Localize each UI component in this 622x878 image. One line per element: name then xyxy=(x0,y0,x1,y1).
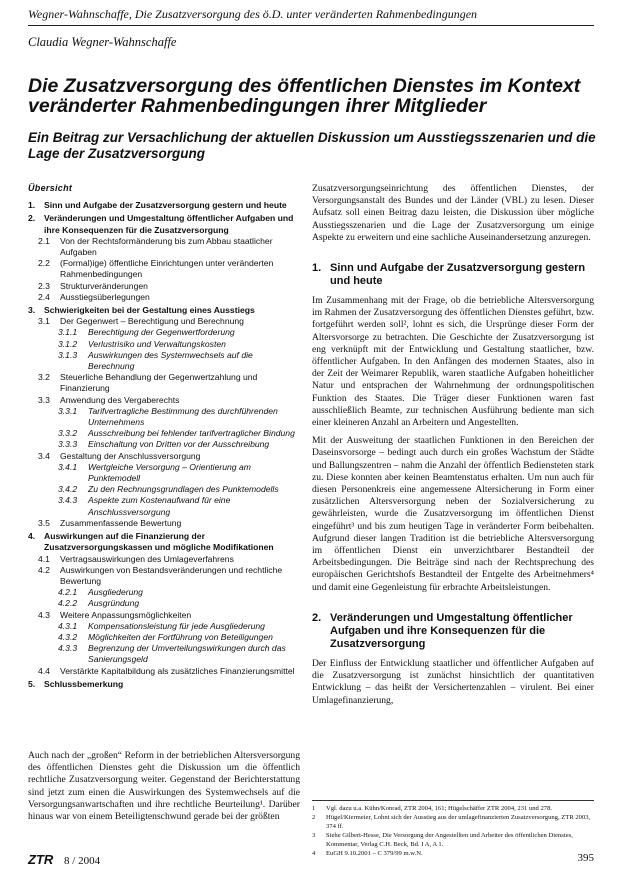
toc-item-number: 3.3.1 xyxy=(58,405,78,416)
toc-item xyxy=(28,292,300,303)
toc-list xyxy=(28,200,300,690)
toc-item xyxy=(28,406,300,428)
toc-item-number: 3.3 xyxy=(38,394,50,405)
toc-item xyxy=(28,462,300,484)
toc-item-label: Ausschreibung bei fehlender tarifvertraglicher Bindung xyxy=(88,428,295,439)
footnote-number: 4 xyxy=(312,850,316,858)
toc-item xyxy=(28,451,300,462)
toc-item-number: 3. xyxy=(28,305,36,316)
toc-item-label: Auswirkungen des Systemwechsels auf die Berechnung xyxy=(88,349,253,372)
toc-item-number: 3.4.2 xyxy=(58,484,78,495)
intro-paragraph: Auch nach der „großen“ Reform in der betrieblichen Altersversorgung des öffentlichen Dienstes geht die Diskussion um die öffentlich rechtliche Zusatzversorgung weiter. Gegenstand der Berichterstattung sind jetzt zum einen die Auswirkungen des Systemwechsels auf die Versorgungsanwartschaften und ihre rechtliche Beurteilung¹. Darüber hinaus war von einem Beteiligtenschwund gerade bei der größten xyxy=(28,750,300,823)
toc-item-label: Von der Rechtsformänderung bis zum Abbau staatlicher Aufgaben xyxy=(60,235,273,258)
toc-item-label: Verstärkte Kapitalbildung als zusätzliches Finanzierungsmittel xyxy=(60,665,295,676)
toc-item xyxy=(28,484,300,495)
toc-item-number: 3.4.1 xyxy=(58,461,78,472)
toc-item xyxy=(28,439,300,450)
section-number: 1. xyxy=(312,262,322,275)
footnote xyxy=(312,814,594,831)
toc-item-label: Vertragsauswirkungen des Umlageverfahrens xyxy=(60,553,234,564)
footnote-text: Vgl. dazu u.a. Kühn/Konrad, ZTR 2004, 161; Hügelschäffer ZTR 2004, 231 und 278. xyxy=(326,805,553,812)
toc-item xyxy=(28,610,300,621)
author: Claudia Wegner-Wahnschaffe xyxy=(28,35,177,49)
toc-item xyxy=(28,213,300,235)
toc-item-label: Strukturveränderungen xyxy=(60,280,148,291)
toc-item-label: Auswirkungen auf die Finanzierung der Zusatzversorgungskassen und mögliche Modifikationen xyxy=(44,531,274,553)
toc-item-number: 4.3.1 xyxy=(58,620,78,631)
footnote-text: Hügel/Kiermeier, Lohnt sich der Ausstieg aus der umlagefinanzierten Zusatzversorgung, ZTR 2003, 374 ff. xyxy=(326,814,591,830)
toc-item xyxy=(28,305,300,316)
section-title: Veränderungen und Umgestaltung öffentlicher Aufgaben und ihre Konsequenzen für die Zusatzversorgung xyxy=(330,611,573,650)
toc-item-label: Tarifvertragliche Bestimmung des durchführenden Unternehmens xyxy=(88,405,278,428)
footnote xyxy=(312,850,594,858)
toc-item-number: 2.4 xyxy=(38,291,50,302)
toc-item xyxy=(28,236,300,258)
toc-item xyxy=(28,554,300,565)
toc-item-label: (Formal)ige) öffentliche Einrichtungen unter veränderten Rahmenbedingungen xyxy=(60,258,274,280)
toc-item xyxy=(28,495,300,517)
paragraph: Im Zusammenhang mit der Frage, ob die betriebliche Altersversorgung im Rahmen der Zusatzversorgung des öffentlichen Dienstes geführt, bzw. fortgeführt werden soll², lohnt es sich, die Ursprünge dieser Form der Altersvorsorge zu betrachten. Die Geschichte der Zusatzversorgung ist eng verknüpft mit der Entwicklung und Gestaltung staatlicher, bzw. öffentlicher Aufgaben. In den Anfängen des modernen Staates, also in der Zeit der Weimarer Republik, waren staatliche Aufgaben hoheitlicher Natur und entsprachen der Wahrnehmung der ordnungspolitischen Funktion des Staates. Die Träger dieser Funktionen waren fast ausschließlich Beamte, zur technischen Ausführung bediente man sich einer kleineren Anzahl an Arbeitern und Angestellten. xyxy=(312,295,594,429)
issue-number: 8 / 2004 xyxy=(64,855,101,867)
section-number: 2. xyxy=(312,611,322,624)
footnote-text: EuGH 9.10.2001 – C 379/99 m.w.N. xyxy=(326,850,423,858)
toc-item-label: Der Gegenwert – Berechtigung und Berechnung xyxy=(60,316,244,327)
toc-item-number: 4.2.1 xyxy=(58,587,78,598)
toc-item-number: 4. xyxy=(28,531,36,542)
toc-item xyxy=(28,281,300,292)
toc-item-number: 4.3.2 xyxy=(58,631,78,642)
toc-item-label: Wertgleiche Versorgung – Orientierung am Punktemodell xyxy=(88,461,251,484)
toc-item-label: Schlussbemerkung xyxy=(44,678,124,689)
toc-item-number: 4.2.2 xyxy=(58,598,78,609)
toc-item xyxy=(28,679,300,690)
toc-item-label: Aspekte zum Kostenaufwand für eine Anschlussversorgung xyxy=(88,495,231,517)
toc-item-number: 4.3.3 xyxy=(58,643,78,654)
toc-item-number: 3.1.3 xyxy=(58,349,78,360)
toc-item xyxy=(28,200,300,211)
toc-item-number: 2. xyxy=(28,213,36,224)
toc-item xyxy=(28,372,300,394)
toc-item-label: Zusammenfassende Bewertung xyxy=(60,517,182,528)
toc-item-number: 5. xyxy=(28,678,36,689)
footnote-text: Siehe Gilbert-Hesse, Die Versorgung der Angestellten und Arbeiter des öffentlichen Dienstes, Kommentar, Verlag C.H. Beck, Bd. I A, A 1. xyxy=(326,832,573,848)
toc-item-label: Begrenzung der Umverteilungswirkungen durch das Sanierungsgeld xyxy=(88,643,286,665)
toc-item-label: Anwendung des Vergaberechts xyxy=(60,394,180,405)
toc-item-number: 2.3 xyxy=(38,280,50,291)
toc-item-number: 4.1 xyxy=(38,553,50,564)
toc-item-label: Berechtigung der Gegenwertforderung xyxy=(88,327,235,338)
section-2-heading xyxy=(312,612,594,651)
toc-heading: Übersicht xyxy=(28,183,73,193)
page-number: 395 xyxy=(577,852,594,864)
toc-item xyxy=(28,565,300,587)
toc-item xyxy=(28,621,300,632)
toc-item xyxy=(28,428,300,439)
toc-item-number: 3.1 xyxy=(38,316,50,327)
running-head: Wegner-Wahnschaffe, Die Zusatzversorgung des ö.D. unter veränderten Rahmenbedingungen xyxy=(28,7,594,26)
paragraph: Mit der Ausweitung der staatlichen Funktionen in den Bereichen der Daseinsvorsorge – bedingt auch durch ein großes Wachstum der Städte und Ballungszentren – nahm die Anzahl der öffentlich Bediensteten stark zu. Diese konnten aber keinen Beamtenstatus erhalten. Um nun auch für diesen Personenkreis eine angemessene Altersicherung in Form einer zusätzlichen Altersversorgung neben der Sozialversicherung zu gewährleisten, wurde die Zusatzversorgung im öffentlichen Dienst eingeführt³ und bis zum heutigen Tage in veränderter Form beibehalten. Aufgrund dieser langen Tradition ist die betriebliche Altersversorgung im öffentlichen Dienst ein unverzichtbarer Bestandteil der Arbeitsbedingungen. Die Beiträge sind nach der Rechtsprechung des europäischen Gerichtshofs Bestandteil der Entgelte des Arbeitnehmers⁴ und damit eine Gegenleistung für erbrachte Arbeitsleistungen. xyxy=(312,435,594,593)
toc-item-label: Schwierigkeiten bei der Gestaltung eines Ausstiegs xyxy=(44,305,255,316)
section-1-heading xyxy=(312,262,594,288)
right-column xyxy=(312,183,594,713)
toc-item-number: 3.1.2 xyxy=(58,338,78,349)
paragraph: Der Einfluss der Entwicklung staatlicher und öffentlicher Aufgaben auf die Zusatzversorgung ist zunächst hinsichtlich der quantitativen Entwicklung – das heißt der Versichertenzahlen – virulent. Bei einer Umlagefinanzierung, xyxy=(312,657,594,706)
toc-item xyxy=(28,316,300,327)
journal-logo: ZTR xyxy=(28,852,54,867)
toc-item xyxy=(28,339,300,350)
section-title: Sinn und Aufgabe der Zusatzversorgung gestern und heute xyxy=(330,262,586,288)
intro-continued: Zusatzversorgungseinrichtung des öffentlichen Dienstes, der Versorgungsanstalt des Bundes und der Länder (VBL) zu lesen. Dieser Aufsatz soll einen Beitrag dazu leisten, die Diskussion über mögliche Ausstiegsszenarien und die Lage der Zusatzversorgung um einige Aspekte zu erweitern und eine sachliche Auseinandersetzung anzuregen. xyxy=(312,183,594,243)
toc-item-label: Weitere Anpassungsmöglichkeiten xyxy=(60,609,192,620)
footnote xyxy=(312,832,594,849)
toc-item-label: Verlustrisiko und Verwaltungskosten xyxy=(88,338,226,349)
toc-item-label: Kompensationsleistung für jede Ausgliederung xyxy=(88,620,265,631)
toc-item-label: Ausstiegsüberlegungen xyxy=(60,291,150,302)
toc-item xyxy=(28,598,300,609)
toc-item-label: Sinn und Aufgabe der Zusatzversorgung gestern und heute xyxy=(44,200,287,211)
toc-item-label: Veränderungen und Umgestaltung öffentlicher Aufgaben und ihre Konsequenzen für die Zusatzversorgung xyxy=(44,213,294,235)
toc-item xyxy=(28,327,300,338)
toc-item-label: Gestaltung der Anschlussversorgung xyxy=(60,450,201,461)
toc-item-number: 3.4.3 xyxy=(58,495,78,506)
table-of-contents xyxy=(28,183,300,690)
toc-item xyxy=(28,258,300,280)
toc-item xyxy=(28,518,300,529)
toc-item-label: Steuerliche Behandlung der Gegenwertzahlung und Finanzierung xyxy=(60,372,258,394)
footer-left xyxy=(28,852,100,867)
toc-item-number: 3.3.3 xyxy=(58,439,78,450)
toc-item-number: 4.2 xyxy=(38,564,50,575)
toc-item-label: Möglichkeiten der Fortführung von Beteiligungen xyxy=(88,631,273,642)
footnotes xyxy=(312,800,594,859)
toc-item-number: 2.2 xyxy=(38,258,50,269)
toc-item-number: 3.1.1 xyxy=(58,327,78,338)
toc-item-number: 3.4 xyxy=(38,450,50,461)
toc-item xyxy=(28,666,300,677)
toc-item-label: Ausgliederung xyxy=(88,587,143,598)
toc-item xyxy=(28,587,300,598)
footnote-number: 1 xyxy=(312,805,316,812)
article-title: Die Zusatzversorgung des öffentlichen Dienstes im Kontext veränderter Rahmenbedingungen ihrer Mitglieder xyxy=(28,75,581,117)
toc-item-label: Auswirkungen von Bestandsveränderungen und rechtliche Bewertung xyxy=(60,564,283,586)
article-subtitle: Ein Beitrag zur Versachlichung der aktuellen Diskussion um Ausstiegsszenarien und die Lage der Zusatzversorgung xyxy=(28,130,596,161)
footnote-number: 2 xyxy=(312,814,316,822)
toc-item-label: Ausgründung xyxy=(88,598,140,609)
toc-item-number: 4.3 xyxy=(38,609,50,620)
toc-item-number: 3.3.2 xyxy=(58,428,78,439)
toc-item-number: 2.1 xyxy=(38,235,50,246)
footnote xyxy=(312,805,594,813)
toc-item xyxy=(28,350,300,372)
toc-item xyxy=(28,531,300,553)
toc-item-label: Zu den Rechnungsgrundlagen des Punktemodells xyxy=(88,484,279,495)
toc-item-label: Einschaltung von Dritten vor der Ausschreibung xyxy=(88,439,270,450)
toc-item-number: 1. xyxy=(28,200,36,211)
toc-item-number: 3.5 xyxy=(38,517,50,528)
footnote-number: 3 xyxy=(312,832,316,840)
toc-item-number: 4.4 xyxy=(38,665,50,676)
toc-item xyxy=(28,395,300,406)
toc-item xyxy=(28,632,300,643)
toc-item xyxy=(28,643,300,665)
toc-item-number: 3.2 xyxy=(38,372,50,383)
